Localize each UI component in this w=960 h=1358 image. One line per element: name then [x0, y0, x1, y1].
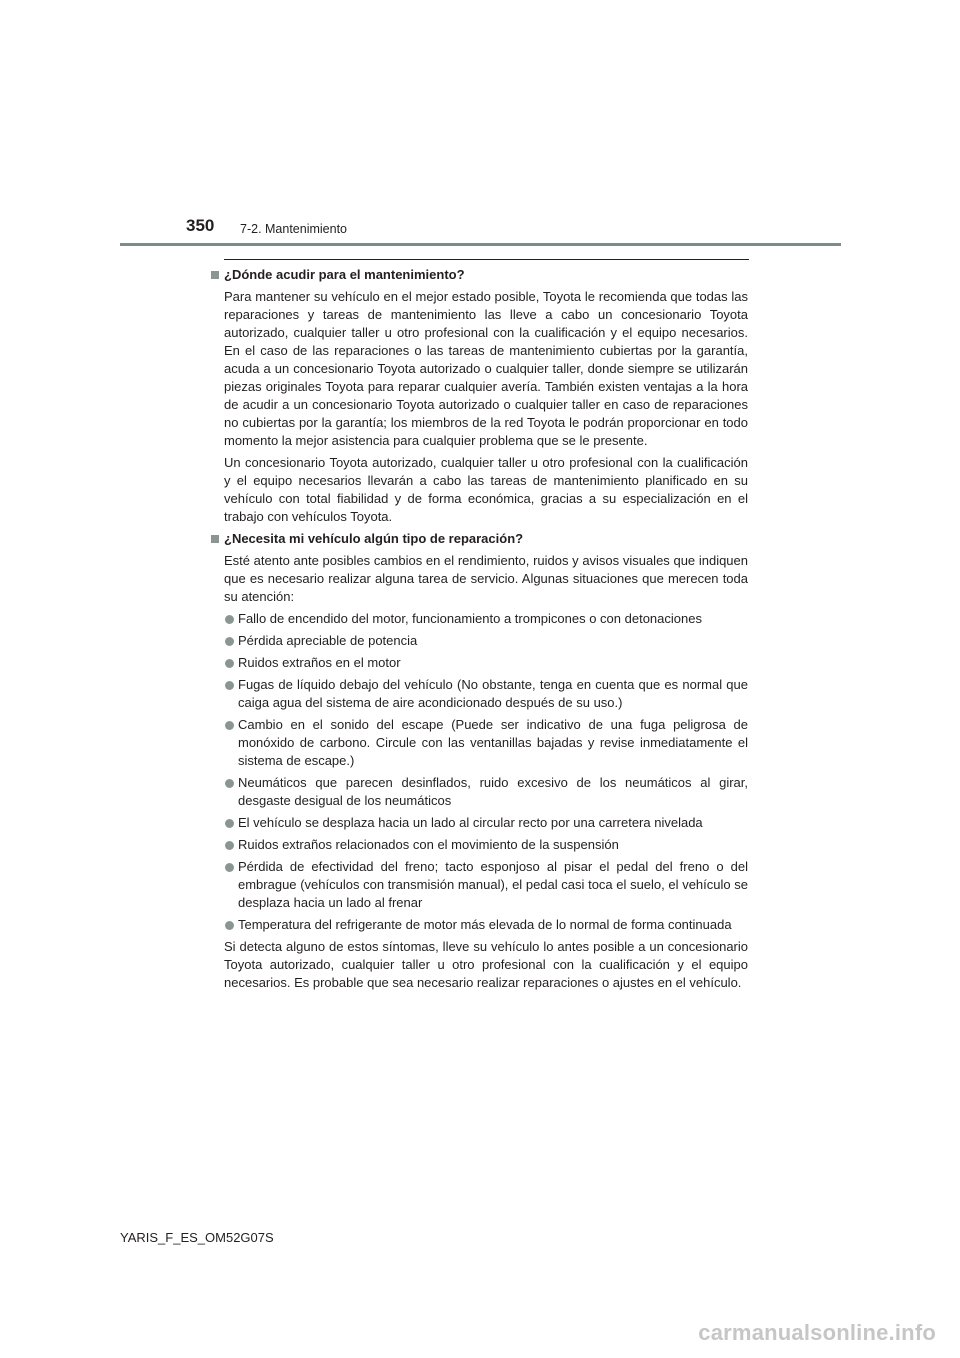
paragraph: Un concesionario Toyota autorizado, cualquier taller u otro profesional con la cualificación y el equipo necesarios llevarán a cabo las tareas de mantenimiento planificado en su vehículo con total fiabilidad y de forma económica, gracias a su especialización en el trabajo con vehículos Toyota.: [224, 455, 748, 524]
content-rule: [224, 259, 749, 260]
list-item: Cambio en el sonido del escape (Puede ser indicativo de una fuga peligrosa de monóxido de carbono. Circule con las ventanillas bajadas y revise inmediatamente el sistema de escape.): [224, 716, 748, 770]
circle-bullet-icon: [225, 637, 234, 646]
square-bullet-icon: [211, 535, 219, 543]
square-bullet-icon: [211, 271, 219, 279]
document-code: YARIS_F_ES_OM52G07S: [120, 1230, 274, 1245]
list-item: Neumáticos que parecen desinflados, ruido excesivo de los neumáticos al girar, desgaste desigual de los neumáticos: [224, 774, 748, 810]
list-item: Pérdida apreciable de potencia: [224, 632, 748, 650]
heading-text: ¿Necesita mi vehículo algún tipo de reparación?: [224, 531, 524, 546]
circle-bullet-icon: [225, 819, 234, 828]
content-body: [210, 266, 748, 992]
list-item: Fugas de líquido debajo del vehículo (No obstante, tenga en cuenta que es normal que caiga agua del sistema de aire acondicionado después de su uso.): [224, 676, 748, 712]
list-item: El vehículo se desplaza hacia un lado al circular recto por una carretera nivelada: [224, 814, 748, 832]
circle-bullet-icon: [225, 659, 234, 668]
circle-bullet-icon: [225, 615, 234, 624]
header-rule: [120, 243, 841, 246]
list-item: Fallo de encendido del motor, funcionamiento a trompicones o con detonaciones: [224, 610, 748, 628]
heading-repair: [210, 530, 748, 548]
circle-bullet-icon: [225, 921, 234, 930]
circle-bullet-icon: [225, 841, 234, 850]
symptom-list: [224, 610, 748, 934]
paragraph: Para mantener su vehículo en el mejor estado posible, Toyota le recomienda que todas las reparaciones y tareas de mantenimiento las lleve a cabo un concesionario Toyota autorizado, cualquier taller u otro profesional con la cualificación y el equipo necesarios. En el caso de las reparaciones o las tareas de mantenimiento cubiertas por la garantía, acuda a un concesionario Toyota autorizado o cualquier taller, donde siempre se utilizarán piezas originales Toyota para reparar cualquier avería. También existen ventajas a la hora de acudir a un concesionario Toyota autorizado o cualquier taller en caso de reparaciones no cubiertas por la garantía; los miembros de la red Toyota le podrán proporcionar en todo momento la mejor asistencia para cualquier problema que se le presente.: [224, 289, 748, 448]
closing-paragraph: Si detecta alguno de estos síntomas, lleve su vehículo lo antes posible a un concesionario Toyota autorizado, cualquier taller u otro profesional con la cualificación y el equipo necesarios. Es probable que sea necesario realizar reparaciones o ajustes en el vehículo.: [224, 939, 748, 990]
circle-bullet-icon: [225, 863, 234, 872]
list-item: Temperatura del refrigerante de motor más elevada de lo normal de forma continuada: [224, 916, 748, 934]
paragraph: Esté atento ante posibles cambios en el rendimiento, ruidos y avisos visuales que indiquen que es necesario realizar alguna tarea de servicio. Algunas situaciones que merecen toda su atención:: [224, 553, 748, 604]
list-item: Ruidos extraños en el motor: [224, 654, 748, 672]
heading-text: ¿Dónde acudir para el mantenimiento?: [224, 267, 465, 282]
circle-bullet-icon: [225, 681, 234, 690]
circle-bullet-icon: [225, 721, 234, 730]
circle-bullet-icon: [225, 779, 234, 788]
heading-maintenance: [210, 266, 748, 284]
watermark: carmanualsonline.info: [698, 1320, 936, 1345]
list-item: Ruidos extraños relacionados con el movimiento de la suspensión: [224, 836, 748, 854]
list-item: Pérdida de efectividad del freno; tacto esponjoso al pisar el pedal del freno o del embrague (vehículos con transmisión manual), el pedal casi toca el suelo, el vehículo se desplaza hacia un lado al frenar: [224, 858, 748, 912]
page-number: 350: [186, 216, 215, 235]
section-title: 7-2. Mantenimiento: [240, 222, 348, 236]
